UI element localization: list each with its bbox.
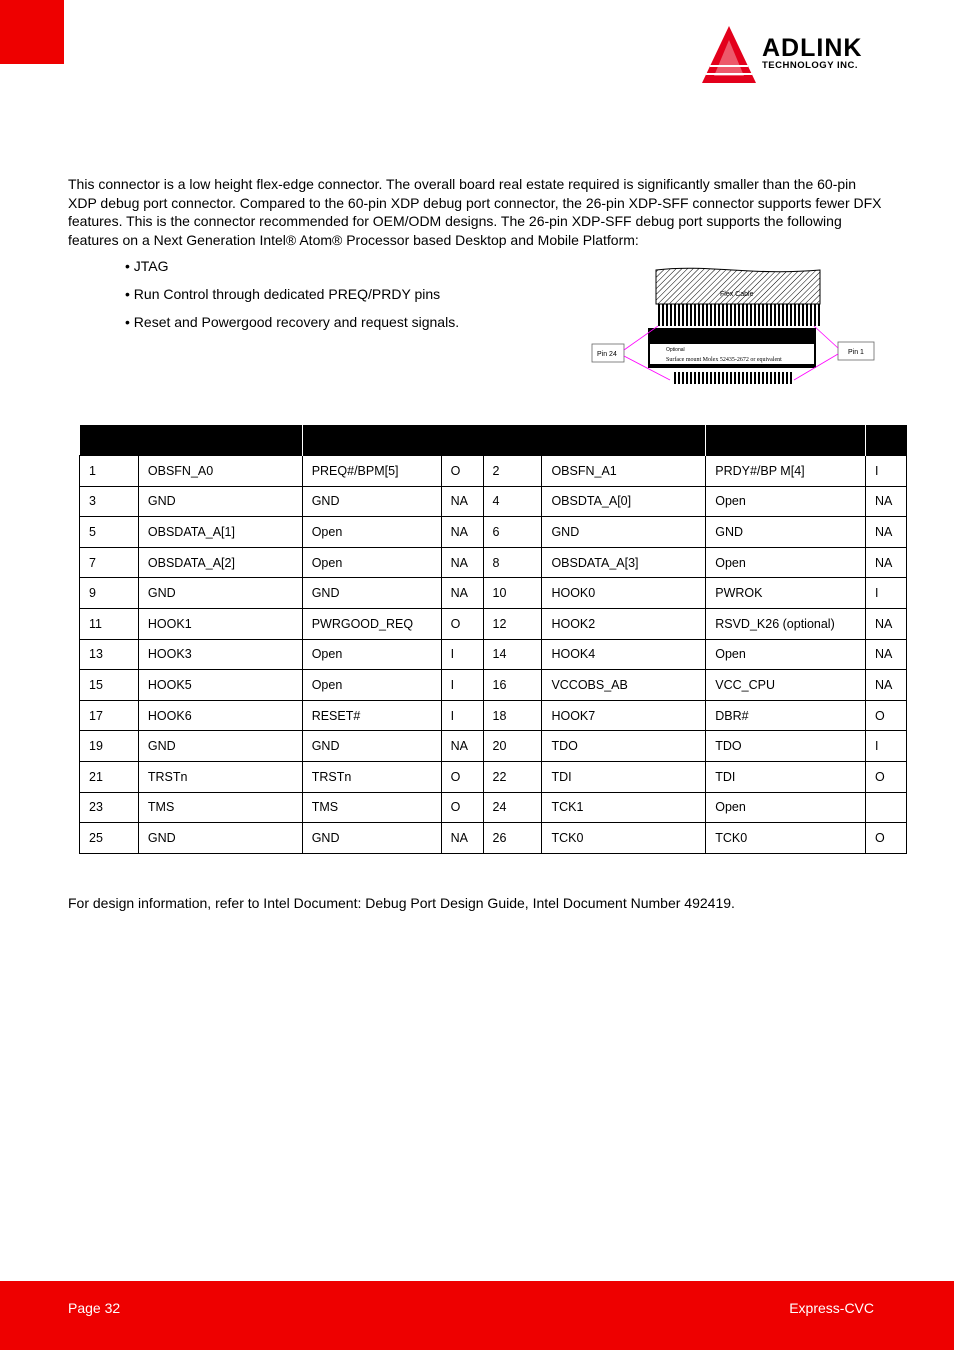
table-cell: TDO — [706, 731, 866, 762]
table-cell: VCC_CPU — [706, 670, 866, 701]
table-cell: OBSDATA_A[3] — [542, 547, 706, 578]
table-cell: 14 — [483, 639, 542, 670]
connector-pins-bottom — [672, 372, 792, 384]
table-cell: PREQ#/BPM[5] — [302, 456, 441, 487]
header-cell — [706, 425, 866, 456]
table-cell: 24 — [483, 792, 542, 823]
table-cell: 4 — [483, 486, 542, 517]
table-row — [80, 731, 907, 762]
table-cell: PRDY#/BP M[4] — [706, 456, 866, 487]
feature-list — [125, 257, 459, 341]
table-cell: VCCOBS_AB — [542, 670, 706, 701]
header-cell — [80, 425, 303, 456]
table-row — [80, 823, 907, 854]
table-cell: Open — [706, 639, 866, 670]
table-cell: PWRGOOD_REQ — [302, 608, 441, 639]
pin-24-label: Pin 24 — [597, 351, 617, 358]
table-cell: GND — [138, 731, 302, 762]
table-cell: TCK0 — [542, 823, 706, 854]
adlink-logo — [700, 26, 890, 84]
table-cell: Open — [706, 486, 866, 517]
table-cell: NA — [865, 670, 906, 701]
table-cell: RSVD_K26 (optional) — [706, 608, 866, 639]
table-cell: O — [865, 761, 906, 792]
table-cell: Open — [706, 547, 866, 578]
table-cell: GND — [706, 517, 866, 548]
logo-wordmark: ADLINK — [762, 34, 863, 62]
table-row — [80, 608, 907, 639]
table-cell: TMS — [138, 792, 302, 823]
table-cell: Open — [706, 792, 866, 823]
feature-item: • Run Control through dedicated PREQ/PRDY pins — [125, 286, 441, 302]
table-cell: TRSTn — [138, 761, 302, 792]
table-cell: 9 — [80, 578, 139, 609]
table-cell: GND — [138, 823, 302, 854]
pin-assignment-table — [79, 425, 907, 854]
table-cell: TCK0 — [706, 823, 866, 854]
table-cell: OBSFN_A0 — [138, 456, 302, 487]
table-cell: 7 — [80, 547, 139, 578]
table-cell: I — [441, 639, 483, 670]
header-cell — [865, 425, 906, 456]
product-name: Express-CVC — [789, 1300, 874, 1316]
table-cell: GND — [302, 578, 441, 609]
page-number: Page 32 — [68, 1300, 121, 1316]
connector-optional-label: Optional — [666, 347, 685, 353]
table-cell: NA — [865, 517, 906, 548]
table-cell: TCK1 — [542, 792, 706, 823]
table-cell: 12 — [483, 608, 542, 639]
table-cell: 21 — [80, 761, 139, 792]
table-cell: 25 — [80, 823, 139, 854]
table-cell: HOOK3 — [138, 639, 302, 670]
connector-body-label: Surface mount Molex 52435-2672 or equivalent — [666, 357, 782, 363]
table-row — [80, 670, 907, 701]
table-cell: TDO — [542, 731, 706, 762]
table-cell: TRSTn — [302, 761, 441, 792]
table-cell: HOOK2 — [542, 608, 706, 639]
design-reference-note: For design information, refer to Intel Document: Debug Port Design Guide, Intel Document Number 492419. — [68, 895, 735, 911]
table-row — [80, 792, 907, 823]
table-cell: Open — [302, 670, 441, 701]
table-header — [80, 425, 907, 456]
table-cell: Open — [302, 639, 441, 670]
table-cell: O — [441, 608, 483, 639]
table-cell: 18 — [483, 700, 542, 731]
table-cell: 10 — [483, 578, 542, 609]
table-cell: 22 — [483, 761, 542, 792]
table-cell: 17 — [80, 700, 139, 731]
table-row — [80, 517, 907, 548]
table-cell: 6 — [483, 517, 542, 548]
page-footer — [0, 1281, 954, 1350]
table-cell: Open — [302, 517, 441, 548]
logo-tagline: TECHNOLOGY INC. — [762, 60, 858, 71]
table-row — [80, 639, 907, 670]
table-cell: O — [441, 792, 483, 823]
table-cell: TDI — [706, 761, 866, 792]
table-cell — [865, 792, 906, 823]
table-cell: 23 — [80, 792, 139, 823]
table-cell: 20 — [483, 731, 542, 762]
table-cell: 26 — [483, 823, 542, 854]
table-cell: 1 — [80, 456, 139, 487]
table-cell: NA — [441, 823, 483, 854]
table-cell: 16 — [483, 670, 542, 701]
table-cell: GND — [138, 578, 302, 609]
table-cell: HOOK5 — [138, 670, 302, 701]
table-row — [80, 456, 907, 487]
table-cell: OBSDTA_A[0] — [542, 486, 706, 517]
table-cell: 13 — [80, 639, 139, 670]
table-cell: NA — [865, 547, 906, 578]
table-cell: NA — [441, 517, 483, 548]
table-row — [80, 761, 907, 792]
table-cell: GND — [138, 486, 302, 517]
table-cell: O — [441, 761, 483, 792]
table-cell: I — [441, 700, 483, 731]
table-cell: 2 — [483, 456, 542, 487]
table-cell: OBSFN_A1 — [542, 456, 706, 487]
table-cell: 15 — [80, 670, 139, 701]
table-cell: TMS — [302, 792, 441, 823]
table-cell: I — [441, 670, 483, 701]
table-cell: DBR# — [706, 700, 866, 731]
feature-item: • JTAG — [125, 258, 169, 274]
table-cell: 11 — [80, 608, 139, 639]
table-row — [80, 486, 907, 517]
header-cell — [302, 425, 706, 456]
table-cell: 19 — [80, 731, 139, 762]
logo-triangle-icon — [700, 26, 758, 84]
table-cell: GND — [542, 517, 706, 548]
table-cell: OBSDATA_A[2] — [138, 547, 302, 578]
table-cell: PWROK — [706, 578, 866, 609]
table-cell: I — [865, 456, 906, 487]
flex-cable-shape — [656, 268, 820, 304]
table-cell: HOOK4 — [542, 639, 706, 670]
table-cell: HOOK7 — [542, 700, 706, 731]
pin-1-label: Pin 1 — [848, 349, 864, 356]
table-cell: NA — [441, 578, 483, 609]
table-cell: NA — [441, 731, 483, 762]
table-cell: I — [865, 731, 906, 762]
table-cell: NA — [441, 547, 483, 578]
table-cell: GND — [302, 486, 441, 517]
table-cell: NA — [865, 639, 906, 670]
table-cell: O — [865, 823, 906, 854]
table-cell: NA — [865, 486, 906, 517]
table-row — [80, 700, 907, 731]
flex-cable-label: Flex Cable — [720, 291, 754, 298]
feature-item: • Reset and Powergood recovery and request signals. — [125, 314, 460, 330]
corner-accent — [0, 0, 64, 64]
table-cell: I — [865, 578, 906, 609]
table-cell: HOOK1 — [138, 608, 302, 639]
table-cell: GND — [302, 823, 441, 854]
table-cell: HOOK0 — [542, 578, 706, 609]
connector-diagram — [590, 264, 880, 388]
table-row — [80, 578, 907, 609]
table-cell: OBSDATA_A[1] — [138, 517, 302, 548]
table-cell: RESET# — [302, 700, 441, 731]
table-cell: 3 — [80, 486, 139, 517]
intro-paragraph: This connector is a low height flex-edge connector. The overall board real estate required is significantly smaller than the 60-pin XDP debug port connector. Compared to the 60-pin XDP debug port connector, the 26-pin XDP-SFF connector supports fewer DFX features. This is the connector recommended for OEM/ODM designs. The 26-pin XDP-SFF debug port supports the following features on a Next Generation Intel® Atom® Processor based Desktop and Mobile Platform: — [68, 176, 882, 248]
connector-pins-top — [656, 304, 820, 326]
table-cell: NA — [441, 486, 483, 517]
table-row — [80, 547, 907, 578]
table-cell: TDI — [542, 761, 706, 792]
table-cell: 5 — [80, 517, 139, 548]
table-cell: O — [865, 700, 906, 731]
table-cell: Open — [302, 547, 441, 578]
table-cell: GND — [302, 731, 441, 762]
table-cell: 8 — [483, 547, 542, 578]
table-cell: O — [441, 456, 483, 487]
table-cell: NA — [865, 608, 906, 639]
table-cell: HOOK6 — [138, 700, 302, 731]
